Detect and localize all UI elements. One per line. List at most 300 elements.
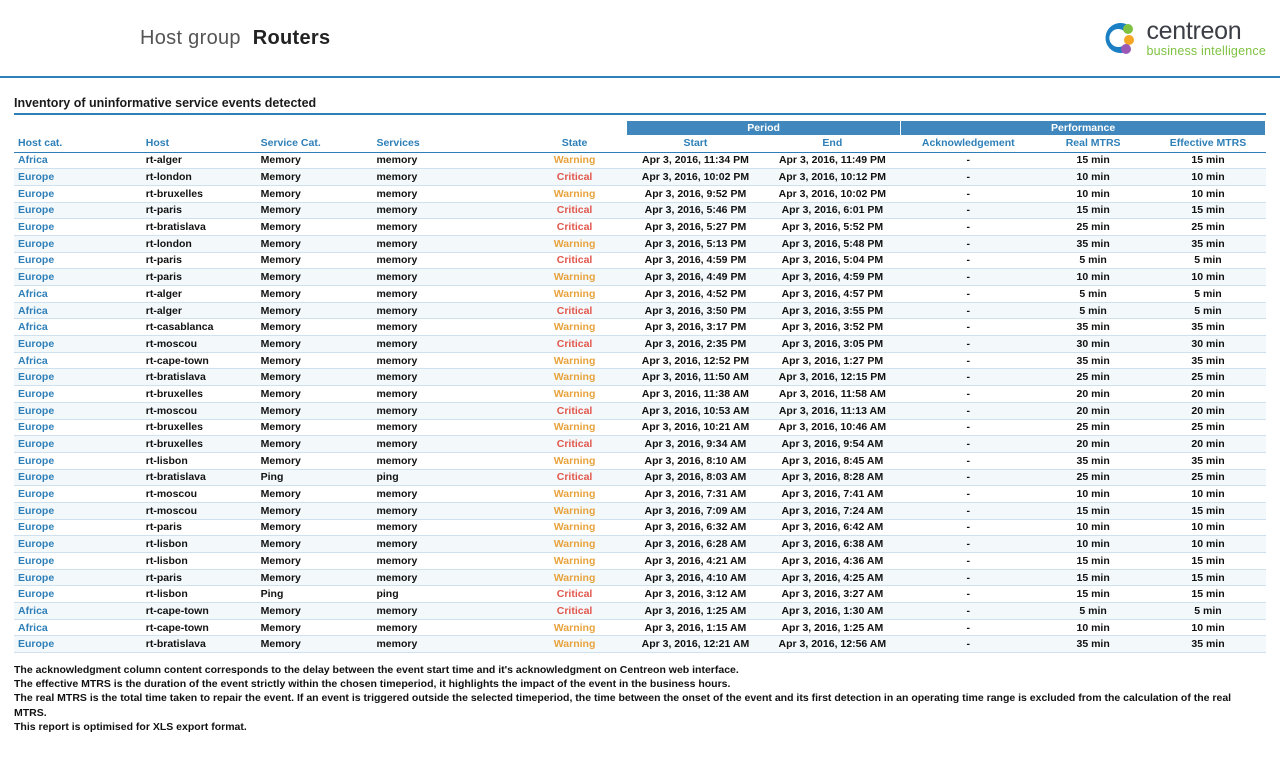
event-host-category: Africa [14, 619, 142, 636]
event-service-category: Memory [257, 185, 373, 202]
event-host-category: Europe [14, 502, 142, 519]
event-host: rt-cape-town [142, 352, 257, 369]
event-host: rt-bratislava [142, 369, 257, 386]
col-acknowledgement: Acknowledgement [901, 135, 1036, 152]
event-acknowledgement: - [901, 152, 1036, 169]
event-end: Apr 3, 2016, 4:36 AM [764, 553, 901, 570]
event-effective-mtrs: 5 min [1151, 286, 1266, 303]
event-service: memory [372, 486, 522, 503]
event-host-category: Europe [14, 436, 142, 453]
event-host-category: Europe [14, 419, 142, 436]
event-service-category: Ping [257, 586, 373, 603]
event-end: Apr 3, 2016, 4:57 PM [764, 286, 901, 303]
event-end: Apr 3, 2016, 3:27 AM [764, 586, 901, 603]
event-host-category: Europe [14, 469, 142, 486]
event-service-category: Memory [257, 553, 373, 570]
report-footnotes [14, 663, 1266, 734]
event-real-mtrs: 5 min [1036, 603, 1151, 620]
event-service-category: Memory [257, 386, 373, 403]
event-acknowledgement: - [901, 252, 1036, 269]
event-effective-mtrs: 25 min [1151, 419, 1266, 436]
event-host-category: Africa [14, 302, 142, 319]
event-host-category: Africa [14, 152, 142, 169]
events-table [14, 121, 1266, 653]
event-service: memory [372, 235, 522, 252]
event-service: memory [372, 302, 522, 319]
event-real-mtrs: 25 min [1036, 419, 1151, 436]
event-host: rt-paris [142, 202, 257, 219]
event-host: rt-lisbon [142, 536, 257, 553]
event-host: rt-cape-town [142, 619, 257, 636]
event-service: memory [372, 452, 522, 469]
event-acknowledgement: - [901, 603, 1036, 620]
event-service-category: Memory [257, 452, 373, 469]
centreon-logo [1098, 14, 1266, 62]
event-service: memory [372, 619, 522, 636]
event-end: Apr 3, 2016, 11:49 PM [764, 152, 901, 169]
event-end: Apr 3, 2016, 11:58 AM [764, 386, 901, 403]
event-host-category: Europe [14, 219, 142, 236]
event-start: Apr 3, 2016, 11:34 PM [627, 152, 764, 169]
event-real-mtrs: 35 min [1036, 319, 1151, 336]
event-service-category: Memory [257, 619, 373, 636]
event-end: Apr 3, 2016, 7:41 AM [764, 486, 901, 503]
event-host: rt-lisbon [142, 452, 257, 469]
event-state: Warning [522, 502, 627, 519]
event-real-mtrs: 30 min [1036, 336, 1151, 353]
event-end: Apr 3, 2016, 6:38 AM [764, 536, 901, 553]
event-start: Apr 3, 2016, 3:12 AM [627, 586, 764, 603]
event-start: Apr 3, 2016, 1:25 AM [627, 603, 764, 620]
event-service: memory [372, 402, 522, 419]
event-effective-mtrs: 10 min [1151, 486, 1266, 503]
event-service-category: Memory [257, 336, 373, 353]
col-host: Host [142, 135, 257, 152]
event-host-category: Europe [14, 185, 142, 202]
event-effective-mtrs: 25 min [1151, 369, 1266, 386]
event-acknowledgement: - [901, 502, 1036, 519]
event-end: Apr 3, 2016, 4:25 AM [764, 569, 901, 586]
col-state: State [522, 135, 627, 152]
event-acknowledgement: - [901, 452, 1036, 469]
event-state: Critical [522, 469, 627, 486]
event-acknowledgement: - [901, 436, 1036, 453]
event-end: Apr 3, 2016, 6:42 AM [764, 519, 901, 536]
col-end: End [764, 135, 901, 152]
event-effective-mtrs: 35 min [1151, 636, 1266, 653]
event-start: Apr 3, 2016, 3:17 PM [627, 319, 764, 336]
event-host: rt-paris [142, 269, 257, 286]
event-real-mtrs: 5 min [1036, 302, 1151, 319]
event-end: Apr 3, 2016, 10:12 PM [764, 169, 901, 186]
event-real-mtrs: 10 min [1036, 185, 1151, 202]
event-host-category: Africa [14, 352, 142, 369]
table-row [14, 536, 1266, 553]
event-service: memory [372, 436, 522, 453]
event-service: memory [372, 569, 522, 586]
event-acknowledgement: - [901, 569, 1036, 586]
event-acknowledgement: - [901, 352, 1036, 369]
event-acknowledgement: - [901, 336, 1036, 353]
table-row [14, 302, 1266, 319]
table-row [14, 419, 1266, 436]
event-effective-mtrs: 10 min [1151, 169, 1266, 186]
table-row [14, 235, 1266, 252]
event-host: rt-london [142, 169, 257, 186]
event-real-mtrs: 15 min [1036, 586, 1151, 603]
event-acknowledgement: - [901, 519, 1036, 536]
event-end: Apr 3, 2016, 3:55 PM [764, 302, 901, 319]
event-end: Apr 3, 2016, 5:52 PM [764, 219, 901, 236]
event-state: Critical [522, 336, 627, 353]
event-service: memory [372, 636, 522, 653]
table-row [14, 319, 1266, 336]
group-header-performance: Performance [901, 121, 1266, 135]
table-row [14, 619, 1266, 636]
event-service: memory [372, 185, 522, 202]
event-acknowledgement: - [901, 286, 1036, 303]
event-service-category: Memory [257, 202, 373, 219]
event-real-mtrs: 25 min [1036, 469, 1151, 486]
group-header-period: Period [627, 121, 901, 135]
event-service: ping [372, 586, 522, 603]
event-service-category: Memory [257, 636, 373, 653]
event-end: Apr 3, 2016, 6:01 PM [764, 202, 901, 219]
event-service-category: Memory [257, 252, 373, 269]
event-end: Apr 3, 2016, 10:02 PM [764, 185, 901, 202]
event-start: Apr 3, 2016, 6:32 AM [627, 519, 764, 536]
event-state: Warning [522, 286, 627, 303]
event-real-mtrs: 35 min [1036, 452, 1151, 469]
event-effective-mtrs: 15 min [1151, 502, 1266, 519]
event-service: memory [372, 336, 522, 353]
table-row [14, 502, 1266, 519]
event-real-mtrs: 35 min [1036, 636, 1151, 653]
event-start: Apr 3, 2016, 9:52 PM [627, 185, 764, 202]
event-effective-mtrs: 10 min [1151, 536, 1266, 553]
table-row [14, 252, 1266, 269]
event-end: Apr 3, 2016, 1:25 AM [764, 619, 901, 636]
event-host-category: Europe [14, 519, 142, 536]
event-host: rt-moscou [142, 336, 257, 353]
event-effective-mtrs: 30 min [1151, 336, 1266, 353]
event-service: memory [372, 269, 522, 286]
event-host-category: Europe [14, 402, 142, 419]
event-state: Warning [522, 352, 627, 369]
event-service-category: Memory [257, 419, 373, 436]
event-effective-mtrs: 15 min [1151, 586, 1266, 603]
event-service-category: Memory [257, 536, 373, 553]
events-table-head [14, 121, 1266, 152]
event-host-category: Europe [14, 269, 142, 286]
event-service: memory [372, 536, 522, 553]
event-host-category: Europe [14, 369, 142, 386]
event-end: Apr 3, 2016, 8:45 AM [764, 452, 901, 469]
event-real-mtrs: 10 min [1036, 536, 1151, 553]
col-host-cat: Host cat. [14, 135, 142, 152]
event-end: Apr 3, 2016, 3:52 PM [764, 319, 901, 336]
event-service-category: Memory [257, 603, 373, 620]
event-end: Apr 3, 2016, 9:54 AM [764, 436, 901, 453]
event-service: memory [372, 202, 522, 219]
event-real-mtrs: 20 min [1036, 402, 1151, 419]
page-title-value: Routers [252, 26, 331, 49]
event-host: rt-moscou [142, 502, 257, 519]
event-start: Apr 3, 2016, 10:02 PM [627, 169, 764, 186]
event-host: rt-moscou [142, 402, 257, 419]
event-host: rt-bratislava [142, 219, 257, 236]
logo-brand: centreon [1146, 17, 1242, 46]
event-effective-mtrs: 10 min [1151, 185, 1266, 202]
event-real-mtrs: 25 min [1036, 369, 1151, 386]
event-service: memory [372, 419, 522, 436]
event-acknowledgement: - [901, 235, 1036, 252]
table-row [14, 352, 1266, 369]
event-effective-mtrs: 5 min [1151, 302, 1266, 319]
event-real-mtrs: 15 min [1036, 569, 1151, 586]
event-effective-mtrs: 10 min [1151, 269, 1266, 286]
event-start: Apr 3, 2016, 8:03 AM [627, 469, 764, 486]
event-end: Apr 3, 2016, 7:24 AM [764, 502, 901, 519]
event-real-mtrs: 15 min [1036, 502, 1151, 519]
event-start: Apr 3, 2016, 11:50 AM [627, 369, 764, 386]
table-row [14, 636, 1266, 653]
col-effective-mtrs: Effective MTRS [1151, 135, 1266, 152]
event-service: memory [372, 603, 522, 620]
event-effective-mtrs: 25 min [1151, 219, 1266, 236]
centreon-logo-text [1146, 18, 1266, 57]
event-real-mtrs: 15 min [1036, 202, 1151, 219]
column-header-row [14, 135, 1266, 152]
event-state: Warning [522, 269, 627, 286]
event-real-mtrs: 5 min [1036, 252, 1151, 269]
event-service-category: Memory [257, 269, 373, 286]
event-acknowledgement: - [901, 619, 1036, 636]
event-end: Apr 3, 2016, 3:05 PM [764, 336, 901, 353]
centreon-logo-icon [1098, 18, 1138, 58]
table-row [14, 286, 1266, 303]
col-service-cat: Service Cat. [257, 135, 373, 152]
event-start: Apr 3, 2016, 6:28 AM [627, 536, 764, 553]
section-divider [14, 113, 1266, 115]
event-start: Apr 3, 2016, 12:52 PM [627, 352, 764, 369]
event-end: Apr 3, 2016, 4:59 PM [764, 269, 901, 286]
event-acknowledgement: - [901, 219, 1036, 236]
event-state: Warning [522, 452, 627, 469]
event-service-category: Memory [257, 519, 373, 536]
event-acknowledgement: - [901, 202, 1036, 219]
event-service: memory [372, 169, 522, 186]
event-service: memory [372, 369, 522, 386]
col-services: Services [372, 135, 522, 152]
footnote-line: The acknowledgment column content corresponds to the delay between the event start time and it's acknowledgment on Centreon web interface. [14, 664, 739, 677]
event-acknowledgement: - [901, 469, 1036, 486]
event-end: Apr 3, 2016, 1:27 PM [764, 352, 901, 369]
event-state: Critical [522, 219, 627, 236]
events-table-wrapper [14, 121, 1266, 653]
event-effective-mtrs: 35 min [1151, 319, 1266, 336]
event-host: rt-bruxelles [142, 436, 257, 453]
event-service-category: Memory [257, 235, 373, 252]
event-service: memory [372, 502, 522, 519]
table-row [14, 436, 1266, 453]
table-row [14, 169, 1266, 186]
table-row [14, 152, 1266, 169]
event-host: rt-bruxelles [142, 419, 257, 436]
event-real-mtrs: 10 min [1036, 269, 1151, 286]
event-host-category: Africa [14, 286, 142, 303]
event-real-mtrs: 10 min [1036, 486, 1151, 503]
event-host: rt-london [142, 235, 257, 252]
table-row [14, 452, 1266, 469]
event-start: Apr 3, 2016, 10:53 AM [627, 402, 764, 419]
event-service: memory [372, 319, 522, 336]
event-acknowledgement: - [901, 269, 1036, 286]
event-acknowledgement: - [901, 402, 1036, 419]
event-state: Warning [522, 486, 627, 503]
event-effective-mtrs: 15 min [1151, 553, 1266, 570]
event-start: Apr 3, 2016, 4:52 PM [627, 286, 764, 303]
event-real-mtrs: 20 min [1036, 386, 1151, 403]
event-end: Apr 3, 2016, 10:46 AM [764, 419, 901, 436]
page-title-label: Host group [140, 26, 241, 49]
table-row [14, 553, 1266, 570]
event-effective-mtrs: 5 min [1151, 603, 1266, 620]
event-effective-mtrs: 10 min [1151, 619, 1266, 636]
event-host-category: Europe [14, 169, 142, 186]
event-service-category: Memory [257, 169, 373, 186]
table-row [14, 336, 1266, 353]
group-header-blank [14, 121, 627, 135]
logo-tagline: business intelligence [1146, 43, 1266, 58]
event-real-mtrs: 15 min [1036, 553, 1151, 570]
event-state: Warning [522, 185, 627, 202]
event-effective-mtrs: 15 min [1151, 569, 1266, 586]
event-host-category: Africa [14, 319, 142, 336]
group-header-row [14, 121, 1266, 135]
event-start: Apr 3, 2016, 2:35 PM [627, 336, 764, 353]
event-start: Apr 3, 2016, 5:13 PM [627, 235, 764, 252]
event-start: Apr 3, 2016, 9:34 AM [627, 436, 764, 453]
table-row [14, 603, 1266, 620]
event-service-category: Memory [257, 286, 373, 303]
event-start: Apr 3, 2016, 10:21 AM [627, 419, 764, 436]
event-service-category: Memory [257, 486, 373, 503]
event-host: rt-cape-town [142, 603, 257, 620]
table-row [14, 369, 1266, 386]
event-host-category: Africa [14, 603, 142, 620]
event-host-category: Europe [14, 386, 142, 403]
event-start: Apr 3, 2016, 8:10 AM [627, 452, 764, 469]
event-host-category: Europe [14, 586, 142, 603]
event-host-category: Europe [14, 553, 142, 570]
event-effective-mtrs: 15 min [1151, 152, 1266, 169]
event-effective-mtrs: 35 min [1151, 352, 1266, 369]
event-state: Warning [522, 519, 627, 536]
table-row [14, 386, 1266, 403]
event-start: Apr 3, 2016, 5:27 PM [627, 219, 764, 236]
event-real-mtrs: 10 min [1036, 169, 1151, 186]
event-host: rt-alger [142, 286, 257, 303]
table-row [14, 269, 1266, 286]
table-row [14, 469, 1266, 486]
event-acknowledgement: - [901, 636, 1036, 653]
event-end: Apr 3, 2016, 8:28 AM [764, 469, 901, 486]
event-service-category: Memory [257, 352, 373, 369]
col-real-mtrs: Real MTRS [1036, 135, 1151, 152]
event-end: Apr 3, 2016, 11:13 AM [764, 402, 901, 419]
event-host: rt-moscou [142, 486, 257, 503]
event-state: Warning [522, 152, 627, 169]
footnote-line: The real MTRS is the total time taken to repair the event. If an event is triggered outside the selected timeperiod, the time between the onset of the event and its first detection in an operating time range is excluded from the calculation of the real MTRS. [14, 692, 1232, 719]
report-header [0, 0, 1280, 78]
event-real-mtrs: 10 min [1036, 619, 1151, 636]
event-host: rt-paris [142, 519, 257, 536]
event-service: memory [372, 286, 522, 303]
footnote-line: This report is optimised for XLS export format. [14, 720, 247, 733]
event-state: Warning [522, 636, 627, 653]
event-service: ping [372, 469, 522, 486]
event-acknowledgement: - [901, 319, 1036, 336]
event-effective-mtrs: 20 min [1151, 436, 1266, 453]
event-end: Apr 3, 2016, 5:48 PM [764, 235, 901, 252]
event-start: Apr 3, 2016, 12:21 AM [627, 636, 764, 653]
table-row [14, 402, 1266, 419]
event-service-category: Memory [257, 319, 373, 336]
event-service: memory [372, 219, 522, 236]
event-host: rt-bruxelles [142, 386, 257, 403]
event-start: Apr 3, 2016, 4:59 PM [627, 252, 764, 269]
event-state: Warning [522, 235, 627, 252]
event-acknowledgement: - [901, 369, 1036, 386]
event-service: memory [372, 352, 522, 369]
event-state: Critical [522, 586, 627, 603]
table-row [14, 219, 1266, 236]
event-effective-mtrs: 15 min [1151, 202, 1266, 219]
event-real-mtrs: 20 min [1036, 436, 1151, 453]
table-row [14, 586, 1266, 603]
event-end: Apr 3, 2016, 5:04 PM [764, 252, 901, 269]
event-state: Warning [522, 553, 627, 570]
event-start: Apr 3, 2016, 5:46 PM [627, 202, 764, 219]
table-row [14, 202, 1266, 219]
event-effective-mtrs: 25 min [1151, 469, 1266, 486]
event-host: rt-bruxelles [142, 185, 257, 202]
event-host: rt-lisbon [142, 586, 257, 603]
table-row [14, 569, 1266, 586]
table-row [14, 519, 1266, 536]
event-start: Apr 3, 2016, 3:50 PM [627, 302, 764, 319]
event-state: Critical [522, 169, 627, 186]
col-start: Start [627, 135, 764, 152]
event-effective-mtrs: 20 min [1151, 386, 1266, 403]
event-host: rt-alger [142, 302, 257, 319]
event-effective-mtrs: 5 min [1151, 252, 1266, 269]
event-end: Apr 3, 2016, 1:30 AM [764, 603, 901, 620]
event-service-category: Ping [257, 469, 373, 486]
event-host-category: Europe [14, 636, 142, 653]
event-real-mtrs: 35 min [1036, 352, 1151, 369]
event-service: memory [372, 386, 522, 403]
page-title [140, 27, 330, 50]
event-host-category: Europe [14, 452, 142, 469]
event-state: Warning [522, 386, 627, 403]
event-state: Critical [522, 252, 627, 269]
event-end: Apr 3, 2016, 12:15 PM [764, 369, 901, 386]
event-host: rt-casablanca [142, 319, 257, 336]
event-host-category: Europe [14, 336, 142, 353]
event-real-mtrs: 15 min [1036, 152, 1151, 169]
